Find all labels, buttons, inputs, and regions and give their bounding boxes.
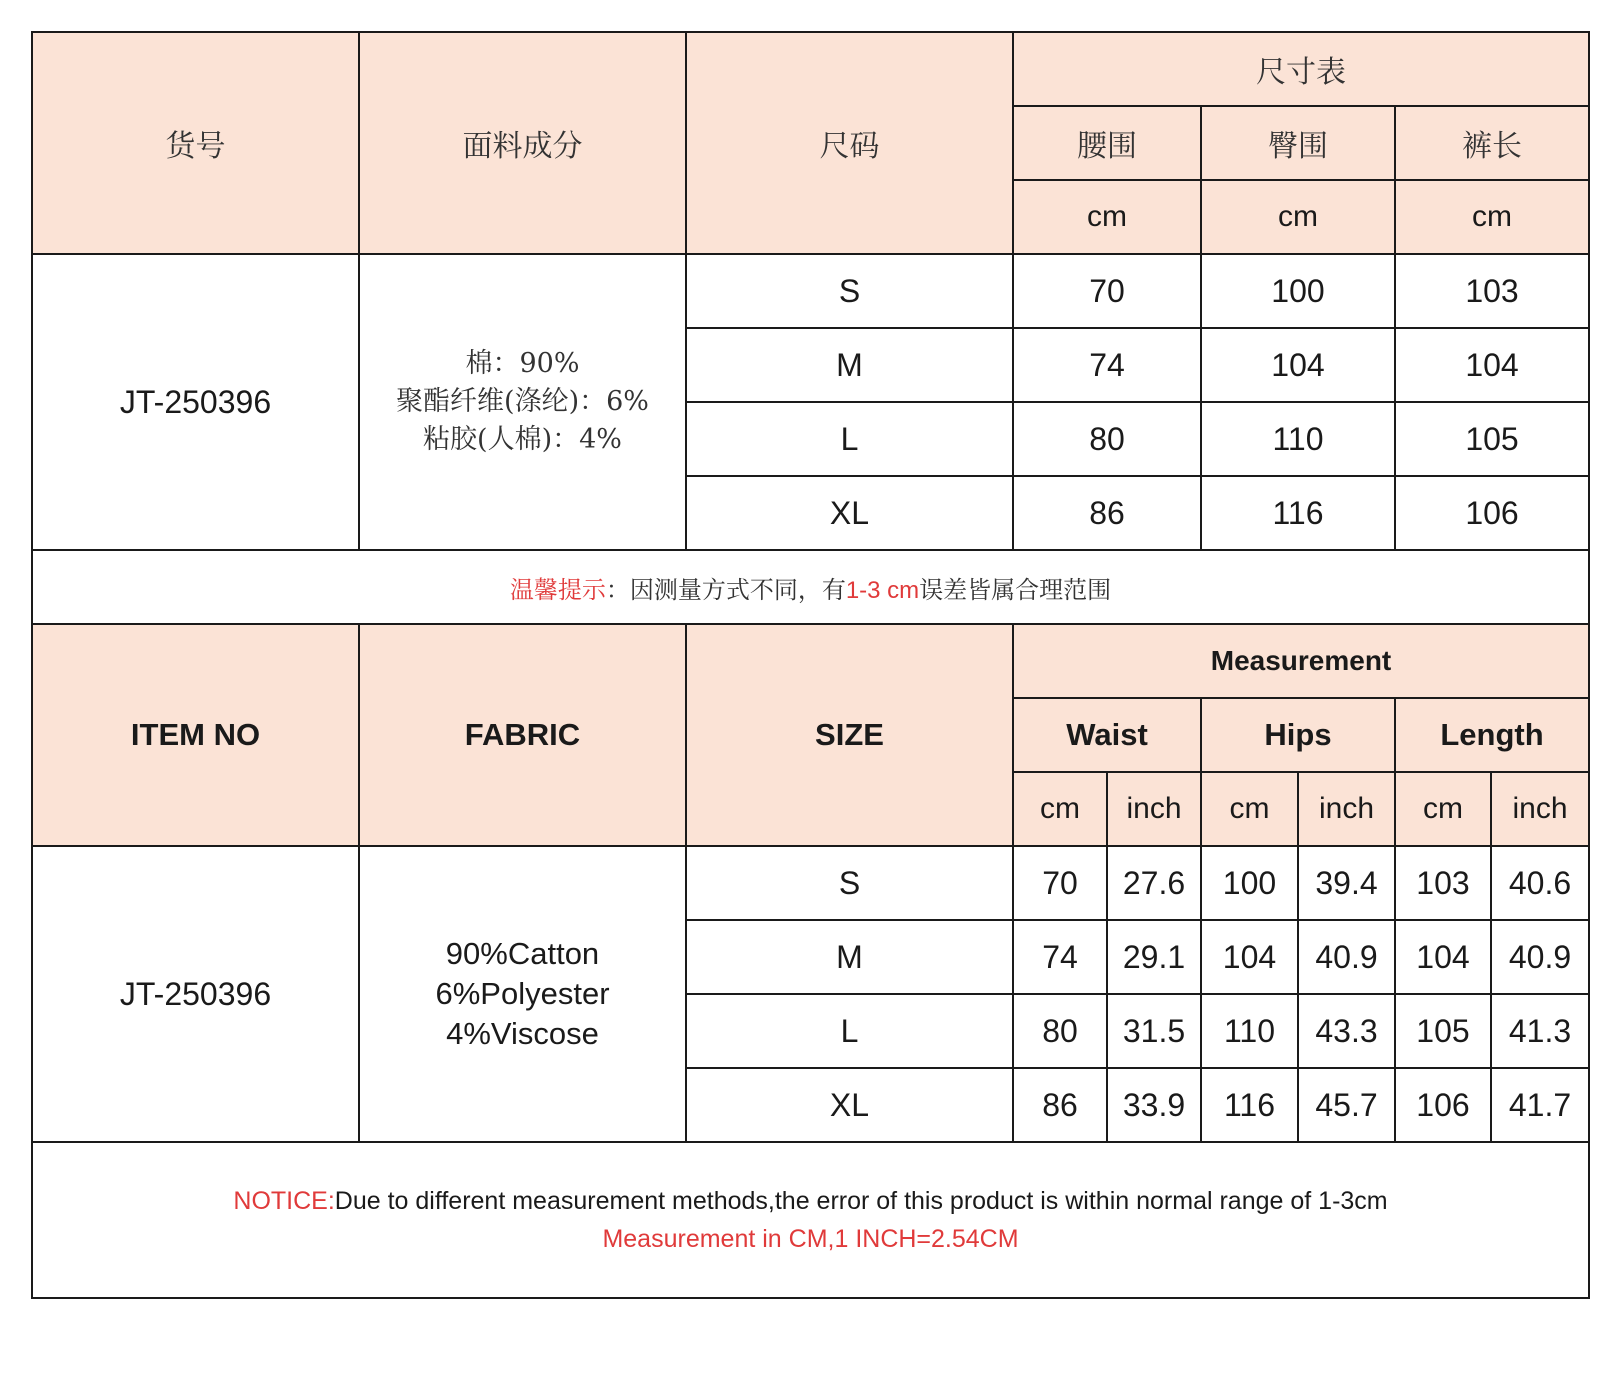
en-length-cm: 103 (1395, 846, 1491, 920)
cn-unit-waist: cm (1013, 180, 1201, 254)
cn-hips-value: 100 (1201, 254, 1395, 328)
en-length-cm: 104 (1395, 920, 1491, 994)
cn-waist-value: 74 (1013, 328, 1201, 402)
en-header-fabric: FABRIC (359, 624, 686, 846)
notice-row (32, 1142, 1589, 1298)
en-waist-inch: 27.6 (1107, 846, 1201, 920)
cn-hips-value: 104 (1201, 328, 1395, 402)
en-item-no: JT-250396 (32, 846, 359, 1142)
en-hips-cm: 100 (1201, 846, 1298, 920)
cn-header-fabric: 面料成分 (359, 32, 686, 254)
en-size: XL (686, 1068, 1013, 1142)
cn-header-size: 尺码 (686, 32, 1013, 254)
en-header-chart: Measurement (1013, 624, 1589, 698)
en-size: S (686, 846, 1013, 920)
en-header-size: SIZE (686, 624, 1013, 846)
en-unit-cm: cm (1201, 772, 1298, 846)
en-hips-cm: 110 (1201, 994, 1298, 1068)
en-header-length: Length (1395, 698, 1589, 772)
en-fabric-line: 90%Catton (445, 936, 600, 971)
cn-size: L (686, 402, 1013, 476)
cn-length-value: 103 (1395, 254, 1589, 328)
en-hips-inch: 45.7 (1298, 1068, 1395, 1142)
tip-label: 温馨提示 (509, 575, 606, 604)
table-row (32, 254, 1589, 328)
cn-fabric-line: 粘胶(人棉)：4% (423, 424, 622, 455)
cn-item-no: JT-250396 (32, 254, 359, 550)
cn-length-value: 106 (1395, 476, 1589, 550)
cn-fabric-cell (359, 254, 686, 550)
en-hips-cm: 116 (1201, 1068, 1298, 1142)
notice-text: Due to different measurement methods,the error of this product is within normal range of 1-3cm (334, 1187, 1388, 1215)
size-chart-table (31, 31, 1590, 1299)
en-unit-cm: cm (1395, 772, 1491, 846)
en-waist-inch: 29.1 (1107, 920, 1201, 994)
cn-length-value: 105 (1395, 402, 1589, 476)
notice-line-2: Measurement in CM,1 INCH=2.54CM (602, 1225, 1019, 1253)
en-header-hips: Hips (1201, 698, 1395, 772)
cn-header-row-1 (32, 32, 1589, 106)
tip-range: 1-3 cm (845, 576, 920, 604)
en-waist-inch: 31.5 (1107, 994, 1201, 1068)
en-waist-cm: 74 (1013, 920, 1107, 994)
en-length-inch: 40.6 (1491, 846, 1589, 920)
notice-cell (32, 1142, 1589, 1298)
en-length-inch: 41.7 (1491, 1068, 1589, 1142)
size-chart-sheet (31, 31, 1588, 1299)
en-waist-cm: 70 (1013, 846, 1107, 920)
en-hips-cm: 104 (1201, 920, 1298, 994)
en-hips-inch: 40.9 (1298, 920, 1395, 994)
en-hips-inch: 39.4 (1298, 846, 1395, 920)
cn-waist-value: 80 (1013, 402, 1201, 476)
en-size: L (686, 994, 1013, 1068)
cn-hips-value: 110 (1201, 402, 1395, 476)
tip-cell (32, 550, 1589, 624)
cn-fabric-line: 棉：90% (465, 348, 580, 379)
en-length-cm: 105 (1395, 994, 1491, 1068)
cn-waist-value: 70 (1013, 254, 1201, 328)
cn-size: M (686, 328, 1013, 402)
notice-line-1 (33, 1182, 1588, 1220)
en-length-inch: 40.9 (1491, 920, 1589, 994)
en-header-waist: Waist (1013, 698, 1201, 772)
en-hips-inch: 43.3 (1298, 994, 1395, 1068)
en-waist-cm: 86 (1013, 1068, 1107, 1142)
en-header-item: ITEM NO (32, 624, 359, 846)
tip-text-2: 误差皆属合理范围 (919, 575, 1112, 604)
en-fabric-line: 4%Viscose (446, 1016, 599, 1051)
en-header-row-1 (32, 624, 1589, 698)
tip-row (32, 550, 1589, 624)
cn-size: XL (686, 476, 1013, 550)
cn-unit-hips: cm (1201, 180, 1395, 254)
cn-unit-length: cm (1395, 180, 1589, 254)
en-unit-inch: inch (1491, 772, 1589, 846)
cn-fabric-line: 聚酯纤维(涤纶)：6% (396, 386, 649, 417)
en-waist-inch: 33.9 (1107, 1068, 1201, 1142)
cn-length-value: 104 (1395, 328, 1589, 402)
cn-header-chart: 尺寸表 (1013, 32, 1589, 106)
cn-header-hips: 臀围 (1201, 106, 1395, 180)
cn-header-item: 货号 (32, 32, 359, 254)
tip-text-1: ：因测量方式不同，有 (605, 575, 846, 604)
en-length-cm: 106 (1395, 1068, 1491, 1142)
en-fabric-line: 6%Polyester (435, 976, 610, 1011)
en-size: M (686, 920, 1013, 994)
en-fabric-cell (359, 846, 686, 1142)
cn-header-length: 裤长 (1395, 106, 1589, 180)
en-unit-cm: cm (1013, 772, 1107, 846)
en-length-inch: 41.3 (1491, 994, 1589, 1068)
cn-header-waist: 腰围 (1013, 106, 1201, 180)
table-row (32, 846, 1589, 920)
cn-waist-value: 86 (1013, 476, 1201, 550)
en-unit-inch: inch (1107, 772, 1201, 846)
cn-hips-value: 116 (1201, 476, 1395, 550)
cn-size: S (686, 254, 1013, 328)
en-unit-inch: inch (1298, 772, 1395, 846)
en-waist-cm: 80 (1013, 994, 1107, 1068)
notice-label: NOTICE: (233, 1187, 335, 1215)
